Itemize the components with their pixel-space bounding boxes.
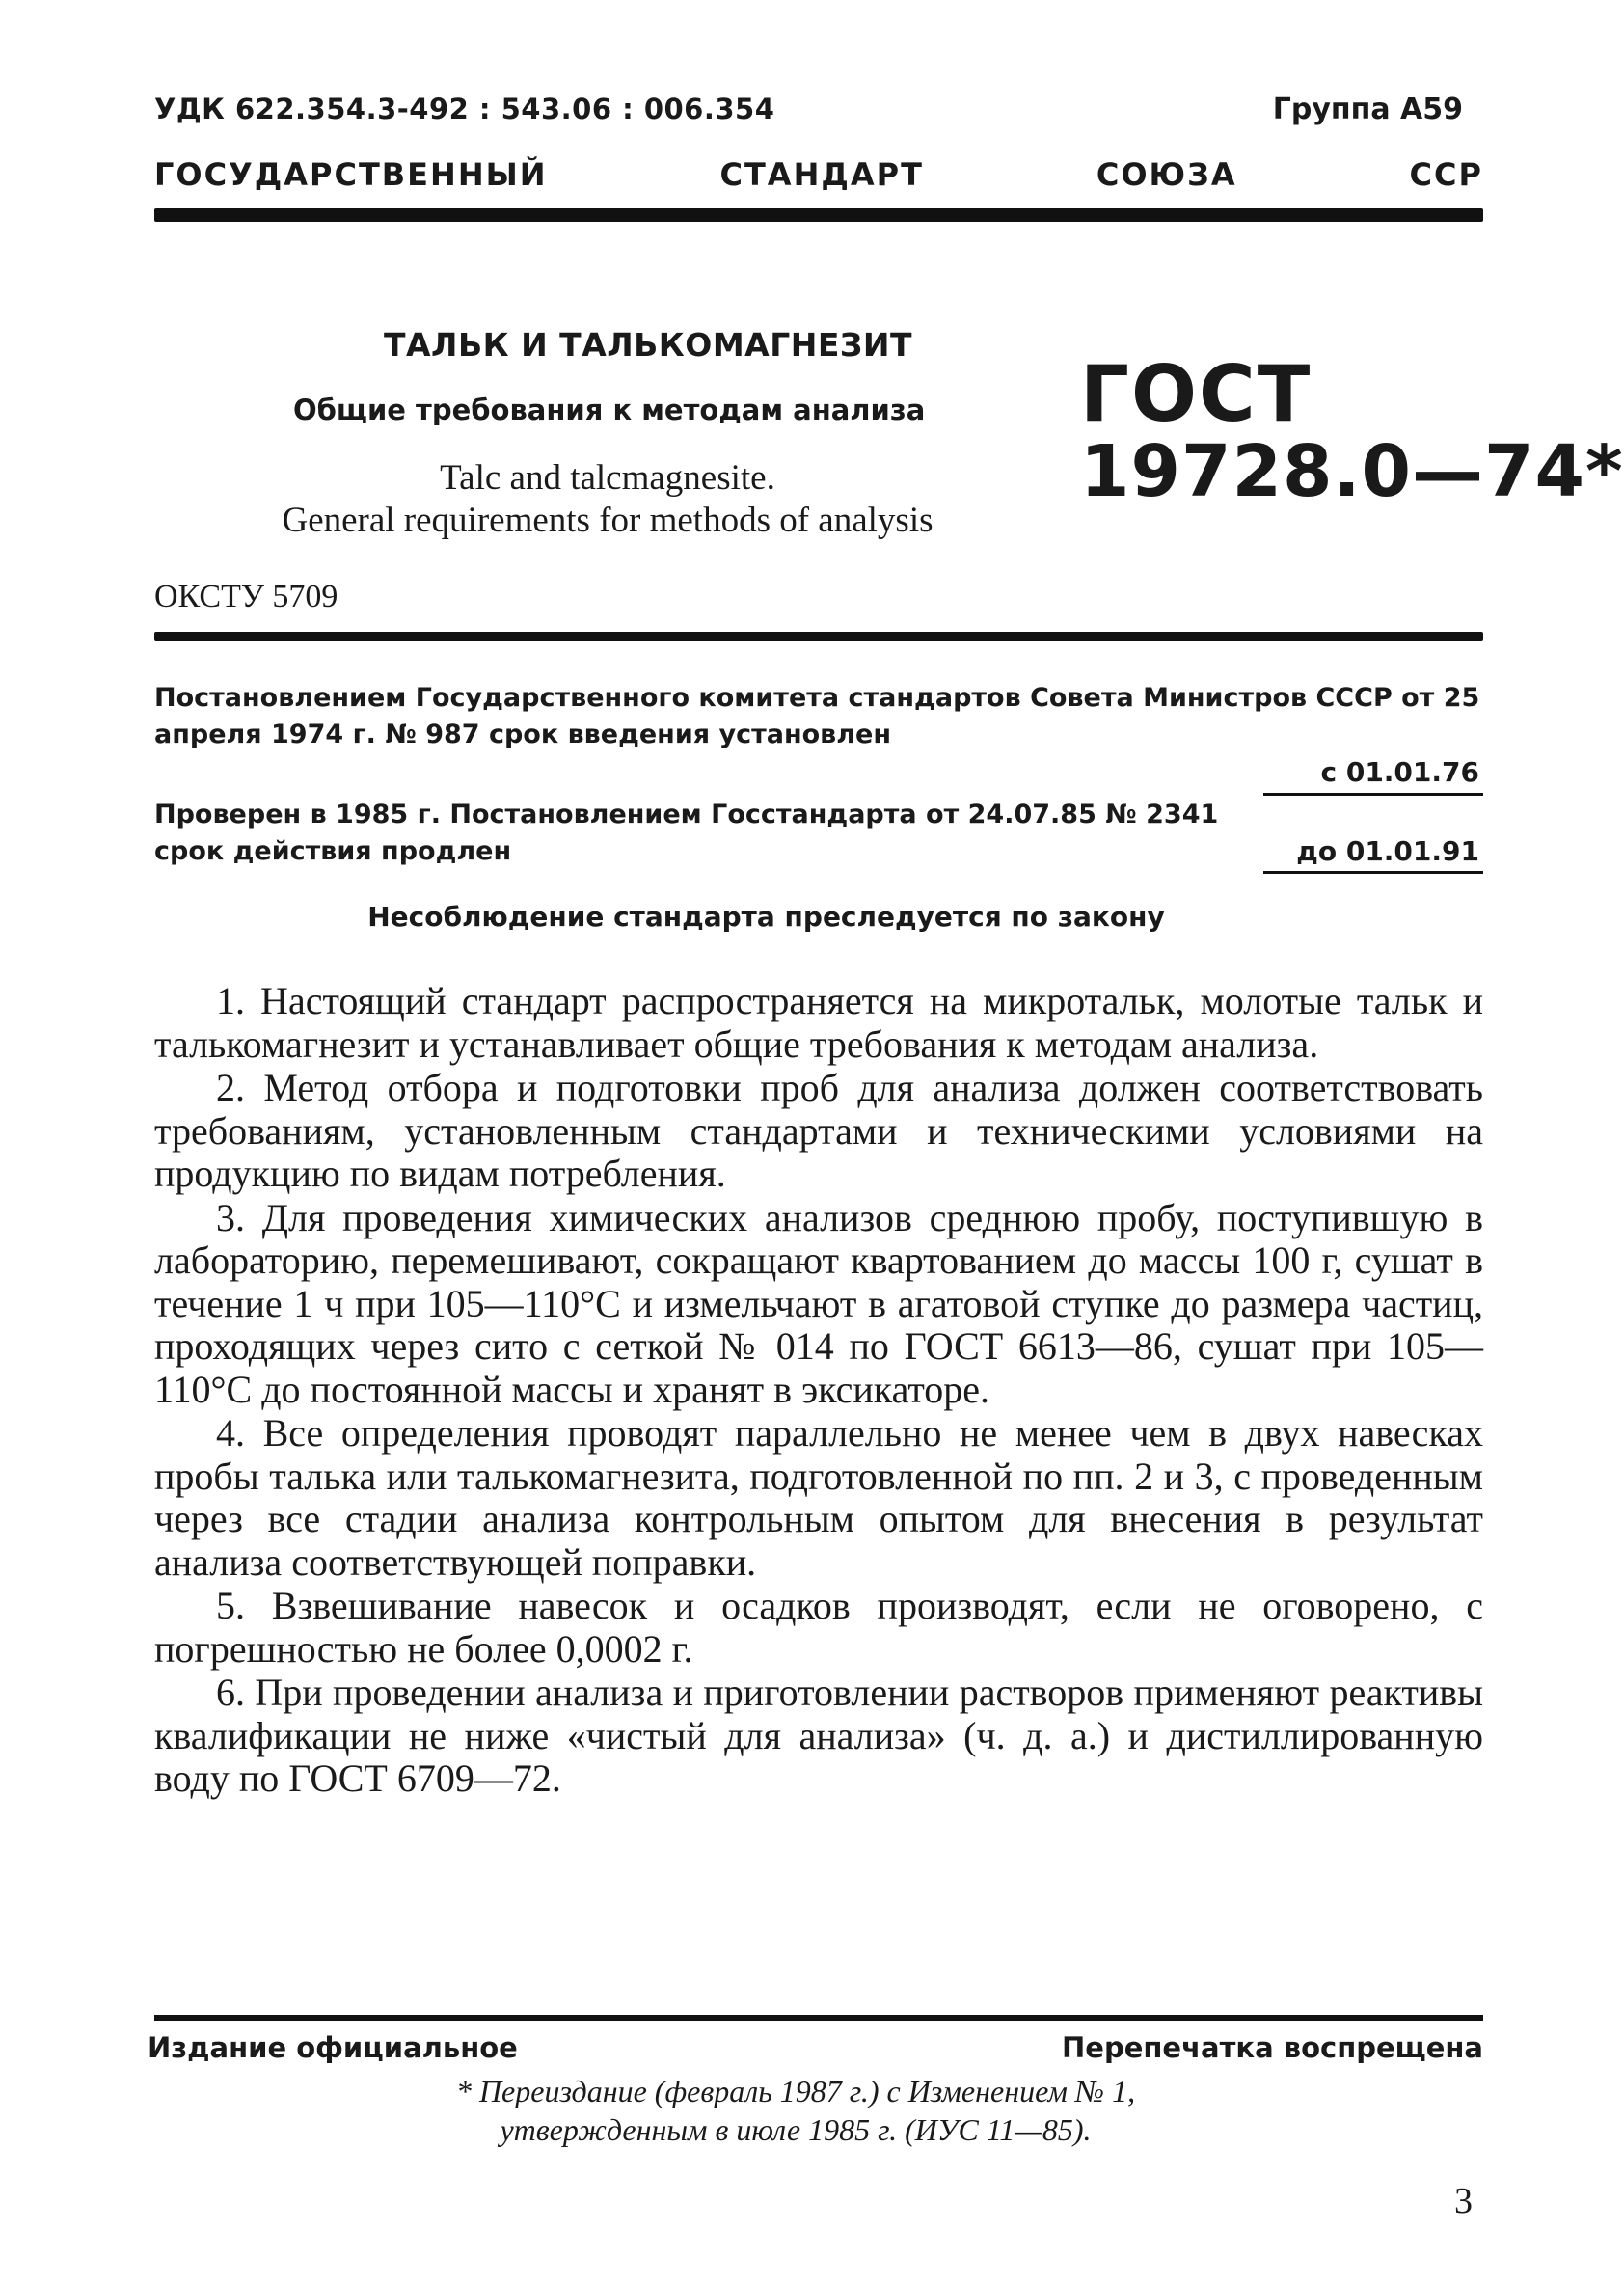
english-title-line: General requirements for methods of analysis <box>282 501 934 540</box>
page-number: 3 <box>1454 2181 1473 2221</box>
official-edition-label: Издание официальное <box>148 2031 518 2064</box>
revision-text: Проверен в 1985 г. Постановлением Госстандарта от 24.07.85 № 2341 срок действия продлен <box>154 800 1219 866</box>
state-standard-word: СТАНДАРТ <box>719 156 924 193</box>
date-underline <box>1263 793 1483 796</box>
extension-date: до 01.01.91 <box>1296 835 1479 867</box>
gost-label: ГОСТ <box>1080 349 1313 439</box>
state-standard-word: ГОСУДАРСТВЕННЫЙ <box>154 156 548 193</box>
legal-warning: Несоблюдение стандарта преследуется по закону <box>367 901 1165 933</box>
english-title-line: Talc and talcmagnesite. <box>440 458 775 498</box>
reprint-prohibited-label: Перепечатка воспрещена <box>1062 2031 1483 2064</box>
gost-number: 19728.0—74* <box>1080 430 1624 513</box>
footnote-line: утвержденным в июле 1985 г. (ИУС 11—85). <box>500 2112 1092 2147</box>
decree-text: Постановлением Государственного комитета стандартов Совета Министров СССР от 25 апреля 1974 г. № 987 срок введения установлен <box>154 683 1480 749</box>
clause-paragraph: 3. Для проведения химических анализов среднюю пробу, поступившую в лабораторию, перемешивают, сокращают квартованием до массы 100 г, сушат в течение 1 ч при 105—110°С и измельчают в агатовой ступке до размера частиц, проходящих через сито с сеткой № 014 по ГОСТ 6613—86, сушат при 105—110°С до постоянной массы и хранят в эксикаторе. <box>154 1195 1483 1411</box>
english-title <box>241 457 974 542</box>
clauses-body <box>154 980 1483 1802</box>
clause-paragraph: 1. Настоящий стандарт распространяется на микротальк, молотые тальк и талькомагнезит и устанавливает общие требования к методам анализа. <box>154 979 1483 1066</box>
classification-group: Группа А59 <box>1272 93 1463 126</box>
clause-paragraph: 4. Все определения проводят параллельно не менее чем в двух навесках пробы талька или талькомагнезита, подготовленной по пп. 2 и 3, с проведенным через все стадии анализа контрольным опытом для внесения в результат анализа соответствующей поправки. <box>154 1411 1483 1584</box>
introduction-date: с 01.01.76 <box>1320 756 1479 788</box>
clause-paragraph: 5. Взвешивание навесок и осадков производят, если не оговорено, с погрешностью не более 0,0002 г. <box>154 1584 1483 1671</box>
footnote-line: * Переиздание (февраль 1987 г.) с Изменением № 1, <box>455 2074 1136 2108</box>
state-standard-word: СОЮЗА <box>1096 156 1237 193</box>
section-divider <box>154 632 1483 641</box>
document-subtitle: Общие требования к методам анализа <box>293 394 926 426</box>
date-underline <box>1263 871 1483 874</box>
state-standard-word: ССР <box>1409 156 1483 193</box>
oksty-code: ОКСТУ 5709 <box>154 579 338 614</box>
state-standard-heading <box>154 156 1483 193</box>
udk-code: УДК 622.354.3-492 : 543.06 : 006.354 <box>154 93 775 125</box>
reissue-footnote <box>289 2072 1302 2149</box>
clause-paragraph: 6. При проведении анализа и приготовлении растворов применяют реактивы квалификации не ниже «чистый для анализа» (ч. д. а.) и дистиллированную воду по ГОСТ 6709—72. <box>154 1671 1483 1800</box>
document-title: ТАЛЬК И ТАЛЬКОМАГНЕЗИТ <box>384 326 912 364</box>
clause-paragraph: 2. Метод отбора и подготовки проб для анализа должен соответствовать требованиям, установленным стандартами и техническими условиями на продукцию по видам потребления. <box>154 1066 1483 1195</box>
footer-divider <box>154 2015 1483 2021</box>
header-divider <box>154 208 1483 222</box>
